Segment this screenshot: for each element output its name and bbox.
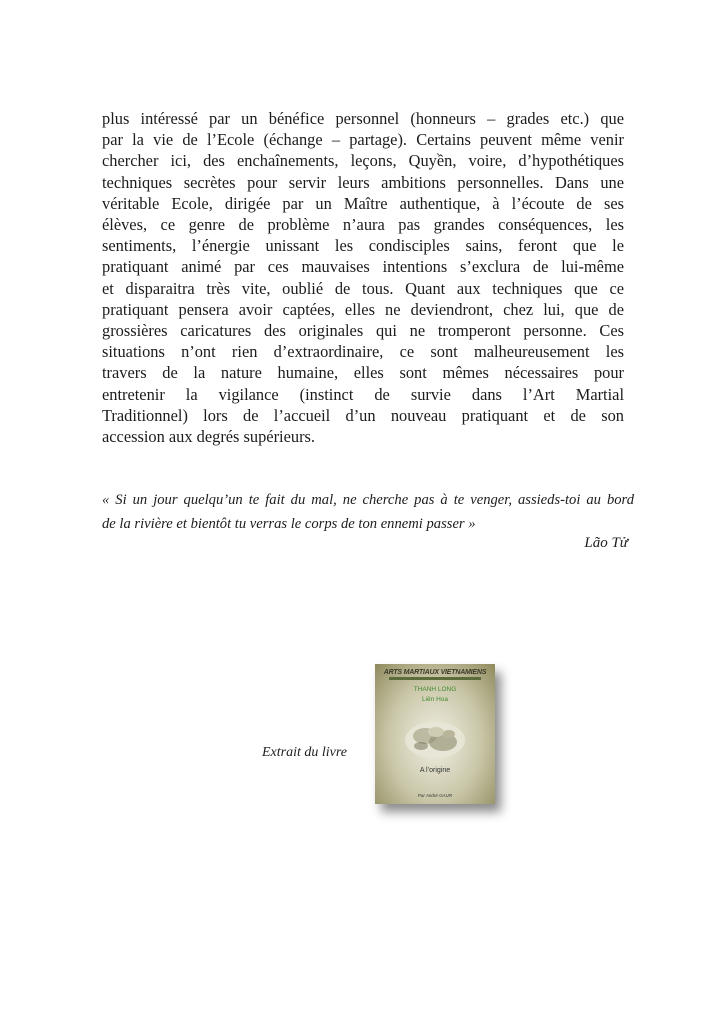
body-line: pratiquant animé par ces mauvaises intentions s’exclura de lui-même xyxy=(102,257,624,277)
body-line: plus intéressé par un bénéfice personnel (honneurs – grades etc.) que xyxy=(102,109,624,128)
cover-illustration xyxy=(403,716,467,760)
book-cover-image xyxy=(375,664,495,804)
body-line: sentiments, l’énergie unissant les condisciples sains, feront que le xyxy=(102,236,624,256)
quote-author: Lão Tử xyxy=(584,535,628,551)
body-line: entretenir la vigilance (instinct de survie dans l’Art Martial xyxy=(102,384,624,404)
body-line: chercher ici, des enchaînements, leçons, Quyền, voire, d’hypothétiques xyxy=(102,151,624,171)
body-line: et disparaitra très vite, oublié de tous. Quant aux techniques que ce xyxy=(102,278,624,298)
body-line: véritable Ecole, dirigée par un Maître authentique, à l’écoute de ses xyxy=(102,193,624,213)
book-caption: A l’origine xyxy=(419,767,451,774)
body-line: travers de la nature humaine, elles sont mêmes nécessaires pour xyxy=(102,363,624,383)
body-line: pratiquant pensera avoir captées, elles ne deviendront, chez lui, que de xyxy=(102,299,624,319)
body-line: accession aux degrés supérieurs. xyxy=(102,427,315,447)
book-band xyxy=(389,677,481,680)
extract-label: Extrait du livre xyxy=(262,745,348,760)
book-series: ARTS MARTIAUX VIETNAMIENS xyxy=(383,669,487,676)
quote-line: « Si un jour quelqu’un te fait du mal, ne cherche pas à te venger, assieds-toi au bord xyxy=(102,492,634,508)
book-title: THANH LONG xyxy=(413,686,457,693)
body-line: par la vie de l’Ecole (échange – partage). Certains peuvent même venir xyxy=(102,130,624,150)
quote-block xyxy=(102,488,634,536)
body-line: élèves, ce genre de problème n’aura pas grandes conséquences, les xyxy=(102,215,624,235)
body-line: techniques secrètes pour servir leurs ambitions personnelles. Dans une xyxy=(102,172,624,192)
body-paragraph xyxy=(102,108,624,447)
book-author: Par André GAUR xyxy=(417,793,453,798)
quote-line: de la rivière et bientôt tu verras le corps de ton ennemi passer » xyxy=(102,516,476,532)
body-line: Traditionnel) lors de l’accueil d’un nouveau pratiquant et de son xyxy=(102,405,624,425)
body-line: situations n’ont rien d’extraordinaire, ce sont malheureusement les xyxy=(102,342,624,362)
book-subtitle: Liên Hoa xyxy=(421,696,449,703)
body-line: grossières caricatures des originales qui ne tromperont personne. Ces xyxy=(102,321,624,341)
